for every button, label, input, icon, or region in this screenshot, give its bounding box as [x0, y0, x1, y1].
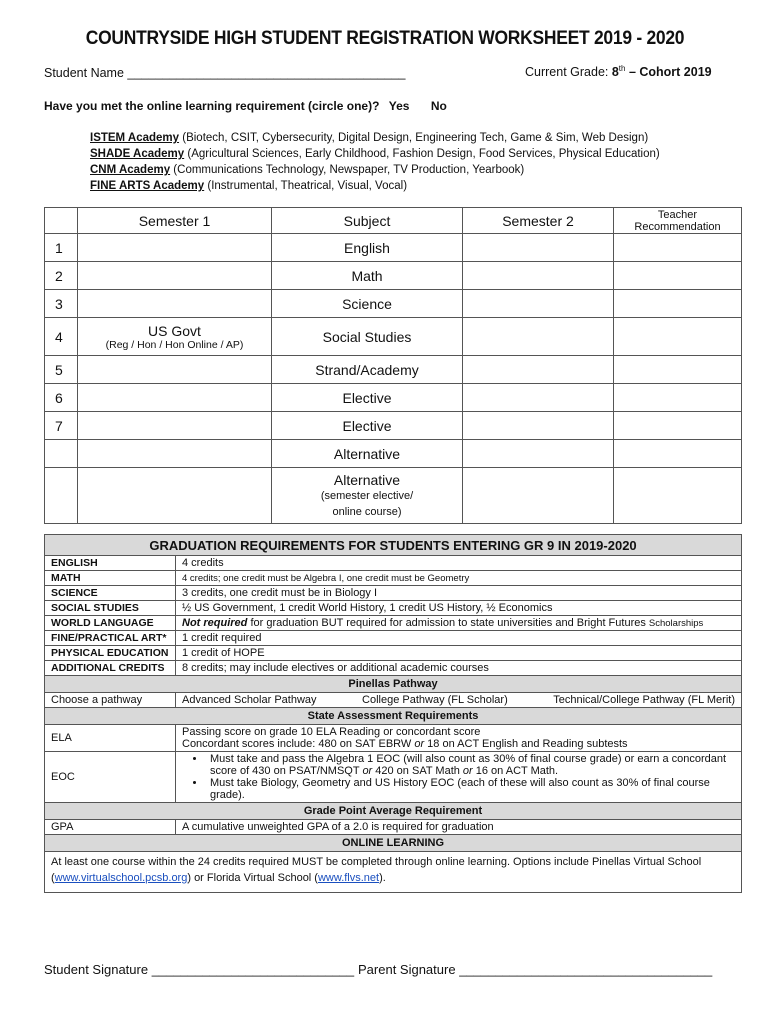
- student-name-row: [44, 66, 405, 80]
- requirement-value: 1 credit required: [176, 631, 742, 646]
- ela-value: [176, 725, 742, 752]
- current-grade-value: 8: [611, 65, 619, 80]
- requirement-value: 4 credits; one credit must be Algebra I, one credit must be Geometry: [176, 571, 742, 586]
- subject-cell: Math: [272, 262, 463, 290]
- period-number: 5: [45, 356, 78, 384]
- requirement-value: 3 credits, one credit must be in Biology I: [176, 586, 742, 601]
- requirement-subject: FINE/PRACTICAL ART*: [45, 631, 176, 646]
- period-number: 7: [45, 412, 78, 440]
- academy-name: CNM Academy: [90, 164, 171, 176]
- academy-name: SHADE Academy: [90, 148, 185, 160]
- world-language-tail: Scholarships: [648, 618, 704, 629]
- semester-2-cell[interactable]: [463, 262, 614, 290]
- requirement-subject: SCIENCE: [45, 586, 176, 601]
- recommendation-cell[interactable]: [614, 440, 742, 468]
- current-grade: [525, 64, 712, 79]
- semester-1-cell[interactable]: [78, 440, 272, 468]
- choose-pathway-label: Choose a pathway: [45, 693, 176, 708]
- ela-line-2-text: Concordant scores include: 480 on SAT EBRW: [182, 738, 415, 750]
- gpa-value: A cumulative unweighted GPA of a 2.0 is required for graduation: [176, 820, 742, 835]
- recommendation-cell[interactable]: [614, 468, 742, 524]
- ela-line-1: Passing score on grade 10 ELA Reading or concordant score: [182, 726, 481, 738]
- ela-row: [45, 725, 742, 752]
- header-semester-2: Semester 2: [463, 208, 614, 234]
- subject-cell: Social Studies: [272, 318, 463, 356]
- requirement-subject: WORLD LANGUAGE: [45, 616, 176, 631]
- student-name-field[interactable]: ________________________________________: [127, 66, 406, 80]
- current-grade-label: Current Grade:: [525, 65, 612, 80]
- period-number: 2: [45, 262, 78, 290]
- ela-label: ELA: [45, 725, 176, 752]
- student-signature-field[interactable]: ____________________________: [151, 962, 355, 977]
- recommendation-cell[interactable]: [614, 412, 742, 440]
- online-question-row: [44, 99, 447, 113]
- subject-cell: Alternative: [272, 440, 463, 468]
- pathway-row: [45, 693, 742, 708]
- subject-cell: Science: [272, 290, 463, 318]
- eoc-bullet-text: 420 on SAT Math: [372, 765, 463, 777]
- semester-2-cell[interactable]: [463, 384, 614, 412]
- academy-desc: (Instrumental, Theatrical, Visual, Vocal): [204, 180, 408, 192]
- online-learning-row: [45, 852, 742, 893]
- parent-signature: [358, 962, 712, 977]
- online-learning-sentence: At least one course within the 24 credits required MUST be completed through online learning. Options include Pinellas Virtual School (: [51, 856, 702, 884]
- period-number: 1: [45, 234, 78, 262]
- requirement-subject: MATH: [45, 571, 176, 586]
- semester-1-course-options: (Reg / Hon / Hon Online / AP): [105, 338, 244, 351]
- online-learning-sentence: ).: [379, 872, 386, 884]
- cohort: – Cohort 2019: [625, 65, 712, 80]
- requirement-subject: PHYSICAL EDUCATION: [45, 646, 176, 661]
- schedule-row: [45, 356, 742, 384]
- requirement-row: [45, 586, 742, 601]
- semester-2-cell[interactable]: [463, 468, 614, 524]
- requirement-subject: ADDITIONAL CREDITS: [45, 661, 176, 676]
- semester-2-cell[interactable]: [463, 234, 614, 262]
- virtual-school-link[interactable]: www.virtualschool.pcsb.org: [54, 872, 188, 884]
- flvs-link[interactable]: www.flvs.net: [317, 872, 380, 884]
- student-signature-label: Student Signature: [44, 962, 149, 977]
- semester-1-cell[interactable]: [78, 290, 272, 318]
- online-learning-text: [45, 852, 742, 893]
- period-number: 6: [45, 384, 78, 412]
- semester-1-cell[interactable]: [78, 384, 272, 412]
- period-number: [45, 440, 78, 468]
- gpa-row: [45, 820, 742, 835]
- semester-2-cell[interactable]: [463, 290, 614, 318]
- requirement-subject: SOCIAL STUDIES: [45, 601, 176, 616]
- semester-1-cell[interactable]: [78, 262, 272, 290]
- recommendation-cell[interactable]: [614, 318, 742, 356]
- semester-2-cell[interactable]: [463, 318, 614, 356]
- schedule-row: [45, 412, 742, 440]
- subject-alternative: Alternative: [333, 471, 401, 488]
- requirement-value: 8 credits; may include electives or additional academic courses: [176, 661, 742, 676]
- parent-signature-label: Parent Signature: [358, 962, 456, 977]
- semester-2-cell[interactable]: [463, 440, 614, 468]
- academy-desc: (Agricultural Sciences, Early Childhood, Fashion Design, Food Services, Physical Education): [184, 148, 660, 160]
- schedule-row: [45, 440, 742, 468]
- eoc-bullet: [206, 753, 735, 777]
- alternative-note: (semester elective/: [320, 489, 414, 502]
- online-question: Have you met the online learning requirement (circle one)?: [44, 99, 380, 113]
- requirement-row: [45, 601, 742, 616]
- eoc-or: or: [462, 765, 473, 777]
- recommendation-cell[interactable]: [614, 384, 742, 412]
- schedule-row: [45, 384, 742, 412]
- semester-1-cell[interactable]: [78, 234, 272, 262]
- eoc-bullet: • Must take Biology, Geometry and US History EOC (each of these will also count as 30% of final course grade).: [206, 777, 735, 801]
- ela-line-2: [182, 738, 735, 750]
- requirement-row: [45, 556, 742, 571]
- schedule-header-row: [45, 208, 742, 234]
- semester-1-cell[interactable]: [78, 412, 272, 440]
- requirement-row: [45, 661, 742, 676]
- requirement-value: 4 credits: [176, 556, 742, 571]
- requirement-value: 1 credit of HOPE: [176, 646, 742, 661]
- academy-item: [90, 178, 660, 194]
- academy-item: [90, 146, 660, 162]
- header-teacher-recommendation: Teacher Recommendation: [614, 208, 742, 234]
- eoc-or: or: [362, 765, 373, 777]
- academy-name: ISTEM Academy: [90, 132, 180, 144]
- semester-1-cell[interactable]: [78, 468, 272, 524]
- ela-or: or: [414, 738, 425, 750]
- requirement-row: [45, 571, 742, 586]
- semester-2-cell[interactable]: [463, 412, 614, 440]
- pathway-option-college[interactable]: College Pathway (FL Scholar): [362, 694, 508, 706]
- ela-line-2-text: 18 on ACT English and Reading subtests: [424, 738, 628, 750]
- pathway-options: [176, 693, 742, 708]
- period-number: [45, 468, 78, 524]
- gpa-header: Grade Point Average Requirement: [45, 803, 742, 820]
- schedule-row: [45, 290, 742, 318]
- requirement-row: [45, 631, 742, 646]
- pathway-option-technical-college[interactable]: Technical/College Pathway (FL Merit): [553, 694, 735, 706]
- online-learning-header: ONLINE LEARNING: [45, 835, 742, 852]
- schedule-row: [45, 318, 742, 356]
- header-semester-1: Semester 1: [78, 208, 272, 234]
- alternative-note: online course): [332, 505, 402, 518]
- state-assessment-header: State Assessment Requirements: [45, 708, 742, 725]
- period-number: 4: [45, 318, 78, 356]
- pathway-option-advanced-scholar[interactable]: Advanced Scholar Pathway: [182, 694, 317, 706]
- recommendation-cell[interactable]: [614, 356, 742, 384]
- graduation-requirements-table: [44, 534, 742, 893]
- schedule-row: [45, 468, 742, 524]
- semester-1-course: US Govt: [148, 322, 201, 339]
- gpa-label: GPA: [45, 820, 176, 835]
- requirement-subject: ENGLISH: [45, 556, 176, 571]
- student-signature: [44, 962, 354, 977]
- academy-item: [90, 130, 660, 146]
- eoc-label: EOC: [45, 752, 176, 803]
- schedule-table: [44, 207, 742, 524]
- eoc-bullet-text: Must take and pass the Algebra 1 EOC (will also count as 30% of final course grade) or earn a concordant score of 430 on PSAT/NMSQT: [210, 753, 727, 777]
- recommendation-cell[interactable]: [614, 234, 742, 262]
- academy-item: [90, 162, 660, 178]
- online-learning-sentence: ) or Florida Virtual School (: [187, 872, 318, 884]
- semester-2-cell[interactable]: [463, 356, 614, 384]
- academy-desc: (Biotech, CSIT, Cybersecurity, Digital Design, Engineering Tech, Game & Sim, Web Design): [179, 132, 649, 144]
- subject-cell: English: [272, 234, 463, 262]
- requirement-row: [45, 646, 742, 661]
- schedule-row: [45, 262, 742, 290]
- academies-list: [90, 130, 660, 194]
- requirement-value: ½ US Government, 1 credit World History, 1 credit US History, ½ Economics: [176, 601, 742, 616]
- academy-desc: (Communications Technology, Newspaper, TV Production, Yearbook): [170, 164, 525, 176]
- header-num-cell: [45, 208, 78, 234]
- academy-name: FINE ARTS Academy: [90, 180, 205, 192]
- document-title: COUNTRYSIDE HIGH STUDENT REGISTRATION WORKSHEET 2019 - 2020: [85, 28, 685, 49]
- recommendation-cell[interactable]: [614, 290, 742, 318]
- no-option[interactable]: No: [430, 99, 447, 113]
- period-number: 3: [45, 290, 78, 318]
- parent-signature-field[interactable]: ___________________________________: [459, 962, 713, 977]
- recommendation-cell[interactable]: [614, 262, 742, 290]
- not-required-emphasis: Not required: [182, 617, 248, 629]
- graduation-requirements-header: GRADUATION REQUIREMENTS FOR STUDENTS ENTERING GR 9 IN 2019-2020: [45, 535, 742, 556]
- subject-cell: Strand/Academy: [272, 356, 463, 384]
- yes-option[interactable]: Yes: [388, 99, 410, 113]
- requirement-row: [45, 616, 742, 631]
- subject-cell: [272, 468, 463, 524]
- eoc-row: [45, 752, 742, 803]
- schedule-row: [45, 234, 742, 262]
- eoc-bullet-text: 16 on ACT Math.: [472, 765, 559, 777]
- pinellas-pathway-header: Pinellas Pathway: [45, 676, 742, 693]
- subject-cell: Elective: [272, 412, 463, 440]
- requirement-value: [176, 616, 742, 631]
- current-grade-sup: th: [618, 64, 626, 73]
- eoc-value: [176, 752, 742, 803]
- student-name-label: Student Name: [44, 66, 124, 80]
- semester-1-cell[interactable]: [78, 356, 272, 384]
- world-language-text: for graduation BUT required for admission to state universities and Bright Futures: [247, 617, 649, 629]
- header-subject: Subject: [272, 208, 463, 234]
- semester-1-cell[interactable]: [78, 318, 272, 356]
- subject-cell: Elective: [272, 384, 463, 412]
